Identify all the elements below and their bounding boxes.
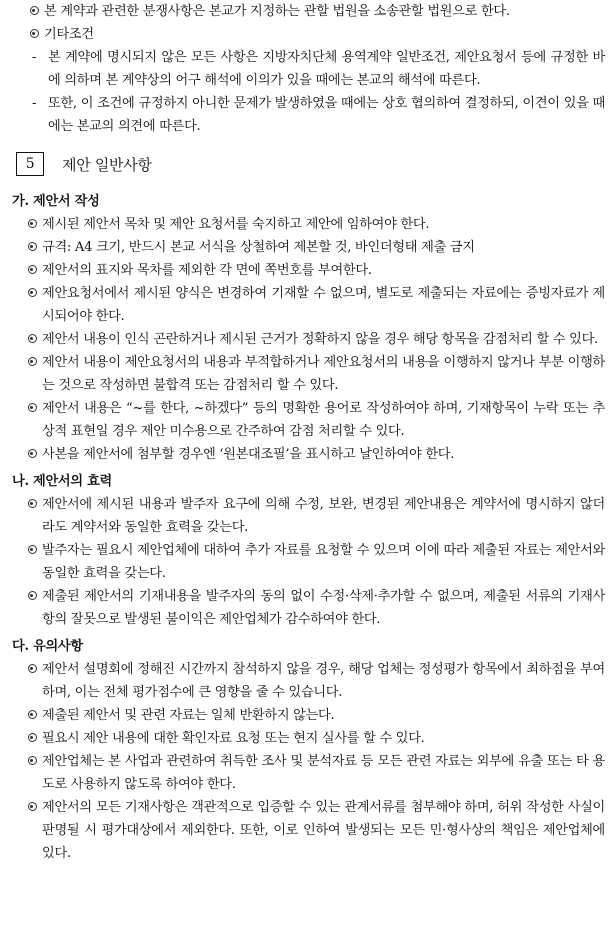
list-item	[4, 351, 605, 397]
list-item-text: 제안업체는 본 사업과 관련하여 취득한 조사 및 분석자료 등 모든 관련 자료는 외부에 유출 또는 타 용도로 사용하지 않도록 하여야 한다.	[42, 754, 605, 792]
bullet-icon	[28, 242, 37, 251]
bullet-icon	[28, 802, 37, 811]
list-item-text: 사본을 제안서에 첨부할 경우엔 ‘원본대조필’을 표시하고 날인하여야 한다.	[42, 447, 455, 462]
list-item	[4, 213, 605, 236]
list-item-text: 제안서 설명회에 정해진 시간까지 참석하지 않을 경우, 해당 업체는 정성평가 항목에서 최하점을 부여하며, 이는 전체 평가점수에 큰 영향을 줄 수 있습니다.	[42, 662, 605, 700]
bullet-icon	[28, 756, 37, 765]
bullet-icon	[28, 403, 37, 412]
bullet-icon	[30, 6, 39, 15]
list-item	[4, 493, 605, 539]
list-item-text: 본 계약과 관련한 분쟁사항은 본교가 지정하는 관할 법원을 소송관할 법원으로 한다.	[44, 4, 510, 19]
list-item-text: 제안요청서에서 제시된 양식은 변경하여 기재할 수 없으며, 별도로 제출되는 자료에는 증빙자료가 제시되어야 한다.	[42, 286, 605, 324]
list-item-text: 제출된 제안서의 기재내용을 발주자의 동의 없이 수정·삭제·추가할 수 없으며, 제출된 서류의 기재사항의 잘못으로 발생된 불이익은 제안업체가 감수하여야 한다.	[42, 589, 605, 627]
list-item	[4, 658, 605, 704]
list-item	[4, 328, 605, 351]
list-item-text: 제안서에 제시된 내용과 발주자 요구에 의해 수정, 보완, 변경된 제안내용은 계약서에 명시하지 않더라도 계약서와 동일한 효력을 갖는다.	[42, 497, 605, 535]
list-item	[4, 23, 605, 46]
dash-item-text: 또한, 이 조건에 규정하지 아니한 문제가 발생하였을 때에는 상호 협의하여 결정하되, 이견이 있을 때에는 본교의 의견에 따른다.	[48, 96, 605, 134]
list-item	[4, 796, 605, 865]
terms-block	[4, 0, 605, 138]
list-item	[4, 236, 605, 259]
subsection-heading: 나. 제안서의 효력	[12, 474, 112, 489]
list-item-text: 제안서의 표지와 목차를 제외한 각 면에 쪽번호를 부여한다.	[42, 263, 372, 278]
list-item	[4, 443, 605, 466]
bullet-icon	[28, 334, 37, 343]
section-title: 제안 일반사항	[62, 155, 152, 174]
list-item-text: 제안서 내용이 제안요청서의 내용과 부적합하거나 제안요청서의 내용을 이행하지 않거나 부분 이행하는 것으로 작성하면 불합격 또는 감점처리 할 수 있다.	[42, 355, 605, 393]
dash-item	[32, 46, 605, 92]
list-item	[4, 259, 605, 282]
subsection-proposal-validity	[4, 470, 605, 631]
list-item-text: 제안서 내용은 “~를 한다, ~하겠다” 등의 명확한 용어로 작성하여야 하며, 기재항목이 누락 또는 추상적 표현일 경우 제안 미수용으로 간주하여 감점 처리할 수 있다.	[42, 401, 605, 439]
subsection-proposal-writing	[4, 190, 605, 466]
list-item	[4, 0, 605, 23]
bullet-icon	[28, 710, 37, 719]
list-item-text: 필요시 제안 내용에 대한 확인자료 요청 또는 현지 실사를 할 수 있다.	[42, 731, 425, 746]
bullet-icon	[28, 219, 37, 228]
list-item-text: 제안서의 모든 기재사항은 객관적으로 입증할 수 있는 관계서류를 첨부해야 하며, 허위 작성한 사실이 판명될 시 평가대상에서 제외한다. 또한, 이로 인하여 발생되는 모든 민·형사상의 책임은 제안업체에 있다.	[42, 800, 605, 861]
list-item-text: 제출된 제안서 및 관련 자료는 일체 반환하지 않는다.	[42, 708, 335, 723]
bullet-icon	[28, 449, 37, 458]
list-item	[4, 727, 605, 750]
section-number: 5	[16, 152, 44, 176]
list-item-text: 제안서 내용이 인식 곤란하거나 제시된 근거가 정확하지 않을 경우 해당 항목을 감점처리 할 수 있다.	[42, 332, 598, 347]
list-item	[4, 397, 605, 443]
section-header	[16, 152, 605, 176]
bullet-icon	[28, 499, 37, 508]
subsection-notes	[4, 635, 605, 865]
dash-marker: -	[32, 50, 37, 65]
list-item	[4, 539, 605, 585]
subsection-heading: 다. 유의사항	[12, 639, 83, 654]
bullet-icon	[28, 357, 37, 366]
dash-item-text: 본 계약에 명시되지 않은 모든 사항은 지방자치단체 용역계약 일반조건, 제안요청서 등에 규정한 바에 의하며 본 계약상의 어구 해석에 이의가 있을 때에는 본교의 해석에 따른다.	[48, 50, 605, 88]
list-item-text: 발주자는 필요시 제안업체에 대하여 추가 자료를 요청할 수 있으며 이에 따라 제출된 자료는 제안서와 동일한 효력을 갖는다.	[42, 543, 605, 581]
list-item	[4, 585, 605, 631]
bullet-icon	[28, 591, 37, 600]
subsection-heading: 가. 제안서 작성	[12, 194, 100, 209]
list-item-text: 제시된 제안서 목차 및 제안 요청서를 숙지하고 제안에 임하여야 한다.	[42, 217, 430, 232]
bullet-icon	[28, 265, 37, 274]
bullet-icon	[28, 545, 37, 554]
list-item-text: 기타조건	[44, 27, 94, 42]
bullet-icon	[28, 288, 37, 297]
bullet-icon	[28, 664, 37, 673]
dash-marker: -	[32, 96, 37, 111]
dash-item	[32, 92, 605, 138]
list-item-text: 규격: A4 크기, 반드시 본교 서식을 상철하여 제본할 것, 바인더형태 제출 금지	[42, 240, 475, 255]
list-item	[4, 282, 605, 328]
bullet-icon	[28, 733, 37, 742]
list-item	[4, 704, 605, 727]
list-item	[4, 750, 605, 796]
bullet-icon	[30, 29, 39, 38]
